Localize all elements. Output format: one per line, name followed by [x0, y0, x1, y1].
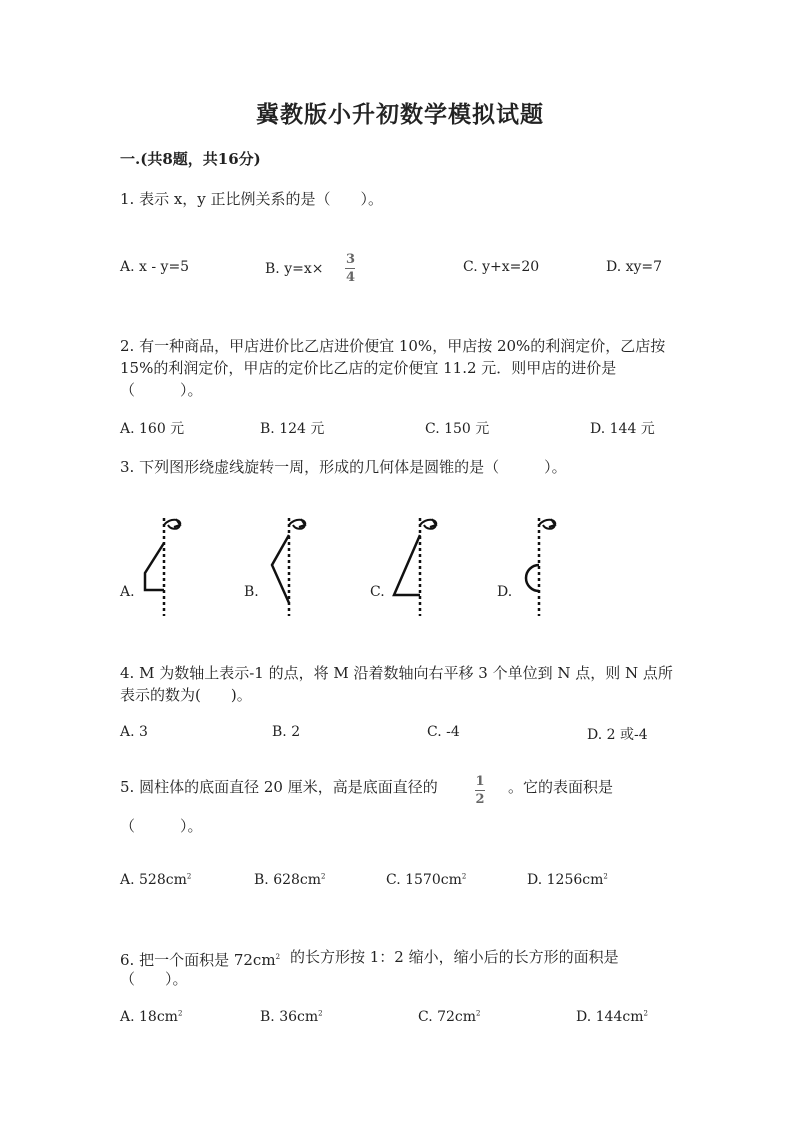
question-5-stem-a: 5. 圆柱体的底面直径 20 厘米，高是底面直径的 [120, 778, 438, 796]
fraction-bar [345, 268, 355, 269]
q1-option-b-label: B. y=x× [265, 260, 324, 277]
figure-b [267, 513, 317, 619]
q3-option-c: C. [370, 584, 385, 600]
question-1-stem: 1. 表示 x，y 正比例关系的是（ ）。 [120, 190, 384, 208]
section-heading: 一.(共8题，共16分) [120, 150, 261, 168]
q4-option-b: B. 2 [272, 724, 301, 740]
question-6-stem-b: 的长方形按 1：2 缩小，缩小后的长方形的面积是 [290, 948, 619, 966]
q5-option-c: C. $1570cm^2$ [386, 872, 467, 888]
q6-option-d: D. $144cm^2$ [576, 1009, 648, 1025]
question-5-stem-b: 。它的表面积是 [508, 778, 614, 796]
question-6-line-2: （ ）。 [120, 970, 188, 988]
figure-d [517, 513, 567, 619]
question-4-line-2: 表示的数为( )。 [120, 686, 252, 704]
q6-option-b: B. $36cm^2$ [260, 1009, 323, 1025]
q1-option-b [265, 252, 355, 285]
q2-option-b: B. 124 元 [260, 421, 325, 437]
page-title: 冀教版小升初数学模拟试题 [256, 101, 544, 128]
figure-c [392, 513, 442, 619]
q5-option-d: D. $1256cm^2$ [527, 872, 608, 888]
q1-fraction-numerator: 3 [345, 252, 355, 267]
question-5-line-2: （ ）。 [120, 817, 203, 835]
q3-option-b: B. [244, 584, 259, 600]
q4-option-d: D. 2 或-4 [587, 727, 648, 743]
fraction-bar [475, 790, 485, 791]
q1-option-d: D. xy=7 [606, 259, 663, 275]
q3-option-a: A. [120, 584, 135, 600]
q5-fraction-numerator: 1 [475, 774, 485, 789]
q1-fraction [345, 252, 355, 285]
question-3-stem: 3. 下列图形绕虚线旋转一周，形成的几何体是圆锥的是（ ）。 [120, 458, 567, 476]
q2-option-d: D. 144 元 [590, 421, 655, 437]
q2-option-a: A. 160 元 [120, 421, 185, 437]
question-4-line-1: 4. M 为数轴上表示-1 的点，将 M 沿着数轴向右平移 3 个单位到 N 点，则 N 点所 [120, 664, 673, 682]
q6-option-a: A. $18cm^2$ [120, 1009, 183, 1025]
question-2-line-3: （ ）。 [120, 381, 203, 399]
q5-option-b: B. $628cm^2$ [254, 872, 326, 888]
question-2-line-1: 2. 有一种商品，甲店进价比乙店进价便宜 10%，甲店按 20%的利润定价，乙店按 [120, 337, 666, 355]
q5-option-a: A. $528cm^2$ [120, 872, 192, 888]
q2-option-c: C. 150 元 [425, 421, 490, 437]
q4-option-a: A. 3 [120, 724, 148, 740]
q1-option-c: C. y+x=20 [463, 259, 540, 275]
q1-fraction-denominator: 4 [345, 270, 355, 285]
q4-option-c: C. -4 [427, 724, 460, 740]
question-2-line-2: 15%的利润定价，甲店的定价比乙店的定价便宜 11.2 元．则甲店的进价是 [120, 359, 617, 377]
q1-option-a: A. x - y=5 [120, 259, 190, 275]
q3-option-d: D. [497, 584, 513, 600]
question-6-stem-a: 6. 把一个面积是 $72cm^2$ [120, 951, 281, 969]
figure-a [140, 513, 190, 619]
q5-fraction-denominator: 2 [475, 792, 485, 807]
q5-fraction [475, 770, 485, 807]
q6-option-c: C. $72cm^2$ [418, 1009, 481, 1025]
